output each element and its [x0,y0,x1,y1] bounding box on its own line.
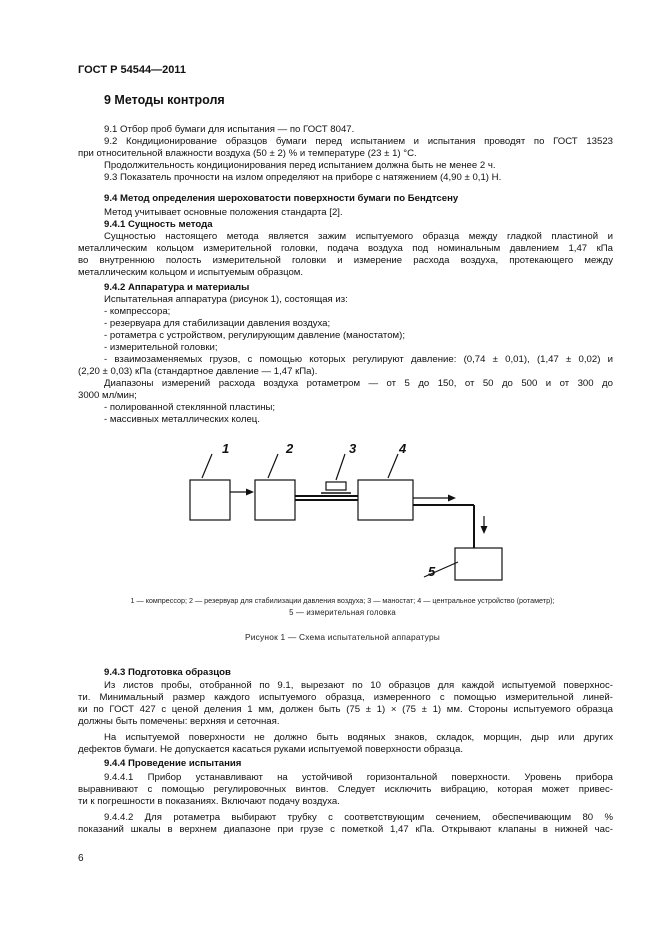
para-essence-1: Сущностью настоящего метода является зажим испытуемого образца между гладкой пластиной и [104,231,613,242]
document-header: ГОСТ Р 54544—2011 [78,64,186,76]
para-test-3: ти к погрешности в показаниях. Включают подачу воздуха. [78,796,340,807]
list-item: - полированной стеклянной пластины; [104,402,276,413]
para-9-1: 9.1 Отбор проб бумаги для испытания — по ГОСТ 8047. [104,124,355,135]
heading-9-4-4: 9.4.4 Проведение испытания [104,758,242,769]
para-test-2: выравнивают с помощью регулировочных винтов. Следует исключить вибрацию, которая может привес- [78,784,613,795]
figure-legend-cont: 5 — измерительная головка [289,608,396,617]
para-prep-2: ти. Минимальный размер каждого испытуемого образца, измеренного с помощью измерительной линей- [78,692,613,703]
para-prep-3: ки по ГОСТ 427 с ценой деления 1 мм, должен быть (75 ± 1) × (75 ± 1) мм. Стороны испытуемого образца [78,704,613,715]
heading-9-4-2: 9.4.2 Аппаратура и материалы [104,282,250,293]
para-essence-4: металлическим кольцом и испытуемым образцом. [78,267,304,278]
para-prep-1: Из листов пробы, отобранной по 9.1, вырезают по 10 образцов для каждой испытуемой поверхнос- [104,680,613,691]
list-item-cont: (2,20 ± 0,03) кПа (стандартное давление — 1,47 кПа). [78,366,318,377]
central-device-box [358,480,413,520]
list-item: - массивных металлических колец. [104,414,260,425]
para-essence-3: во внутреннюю полость измерительной головки и измерение расхода воздуха, протекающего между [78,255,613,266]
page-number: 6 [78,853,84,864]
list-item: - компрессора; [104,306,171,317]
heading-9-4-1: 9.4.1 Сущность метода [104,219,213,230]
label-1: 1 [222,441,230,456]
para-ranges-cont: 3000 мл/мин; [78,390,137,401]
compressor-box [190,480,230,520]
para-conditioning: Продолжительность кондиционирования перед испытанием должна быть не менее 2 ч. [104,160,496,171]
para-9-3: 9.3 Показатель прочности на излом определяют на приборе с натяжением (4,90 ± 0,1) Н. [104,172,502,183]
section-title: 9 Методы контроля [104,93,225,107]
para-test-5: показаний шкалы в верхнем диапазоне при грузе с пометкой 1,47 кПа. Открывают клапаны в нижней час- [78,824,613,835]
label-5: 5 [428,564,436,579]
para-surface-1: На испытуемой поверхности не должно быть водяных знаков, складок, морщин, дыр или других [104,732,613,743]
para-apparatus: Испытательная аппаратура (рисунок 1), состоящая из: [104,294,348,305]
list-item: - резервуара для стабилизации давления воздуха; [104,318,331,329]
heading-9-4: 9.4 Метод определения шероховатости поверхности бумаги по Бендтсену [104,193,459,204]
para-test-4: 9.4.4.2 Для ротаметра выбирают трубку с соответствующим сечением, обеспечивающим 80 % [104,812,613,823]
label-2: 2 [286,441,294,456]
label-4: 4 [399,441,407,456]
para-essence-2: металлическим кольцом измерительной головки, подача воздуха под номинальным давлением 1,47 кПа [78,243,613,254]
apparatus-diagram [0,440,661,590]
measuring-head-box [455,548,502,580]
reservoir-box [255,480,295,520]
list-item: - взаимозаменяемых грузов, с помощью которых регулируют давление: (0,74 ± 0,01), (1,47 ± 0,02) и [104,354,613,365]
list-item: - ротаметра с устройством, регулирующим давление (маностатом); [104,330,405,341]
para-9-2: 9.2 Кондиционирование образцов бумаги перед испытанием и испытания проводят по ГОСТ 13523 [104,136,613,147]
para-prep-4: должны быть помечены: верхняя и сеточная. [78,716,280,727]
para-method: Метод учитывает основные положения стандарта [2]. [104,207,343,218]
figure-legend: 1 — компрессор; 2 — резервуар для стабилизации давления воздуха; 3 — маностат; 4 — центральное устройство (ротаметр); [130,596,555,605]
para-9-2-cont: при относительной влажности воздуха (50 ± 2) % и температуре (23 ± 1) °С. [78,148,417,159]
heading-9-4-3: 9.4.3 Подготовка образцов [104,667,231,678]
para-test-1: 9.4.4.1 Прибор устанавливают на устойчивой горизонтальной поверхности. Уровень прибора [104,772,613,783]
para-ranges: Диапазоны измерений расхода воздуха ротаметром — от 5 до 150, от 50 до 500 и от 300 до [104,378,613,389]
list-item: - измерительной головки; [104,342,218,353]
figure-caption: Рисунок 1 — Схема испытательной аппаратуры [244,632,441,642]
para-surface-2: дефектов бумаги. Не допускается касаться руками испытуемой поверхности образца. [78,744,464,755]
label-3: 3 [349,441,357,456]
